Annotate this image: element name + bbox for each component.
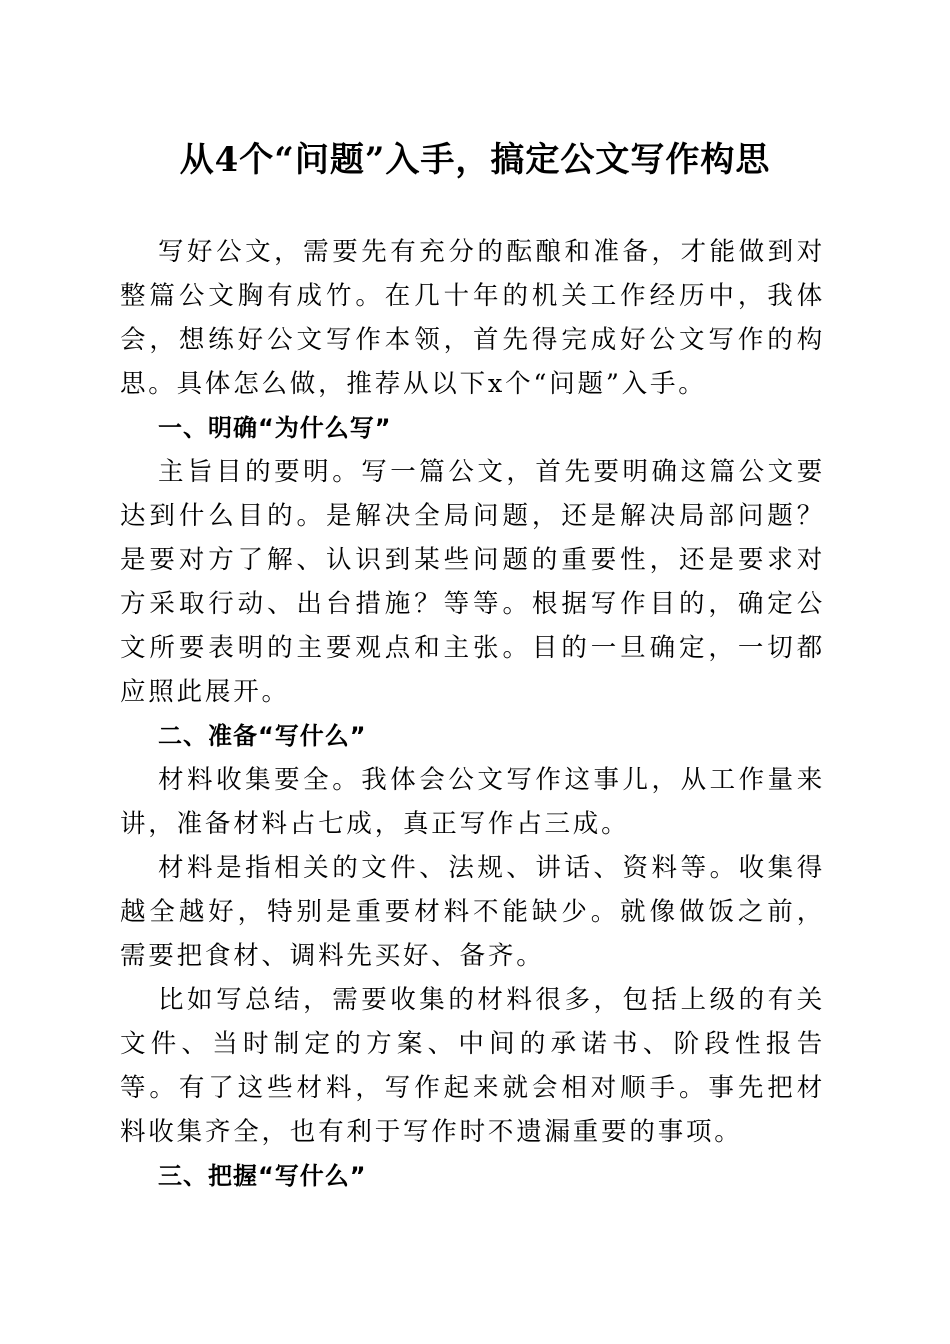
paragraph-purpose: 主旨目的要明。写一篇公文，首先要明确这篇公文要达到什么目的。是解决全局问题，还是解决局部问题？是要对方了解、认识到某些问题的重要性，还是要求对方采取行动、出台措施？等等。根据写作目的，确定公文所要表明的主要观点和主张。目的一旦确定，一切都应照此展开。 (120, 457, 825, 707)
section-heading-3: 三、把握“写什么” (158, 1162, 367, 1190)
paragraph-materials-1: 材料收集要全。我体会公文写作这事儿，从工作量来讲，准备材料占七成，真正写作占三成。 (120, 765, 825, 839)
section-heading-1: 一、明确“为什么写” (158, 414, 392, 442)
document-title: 从4个“问题”入手，搞定公文写作构思 (179, 140, 771, 180)
document-body (120, 230, 825, 1198)
paragraph-materials-3: 比如写总结，需要收集的材料很多，包括上级的有关文件、当时制定的方案、中间的承诺书、阶段性报告等。有了这些材料，写作起来就会相对顺手。事先把材料收集齐全，也有利于写作时不遗漏重要的事项。 (120, 985, 825, 1147)
paragraph-materials-2: 材料是指相关的文件、法规、讲话、资料等。收集得越全越好，特别是重要材料不能缺少。就像做饭之前，需要把食材、调料先买好、备齐。 (120, 853, 825, 971)
section-heading-2: 二、准备“写什么” (158, 722, 367, 750)
paragraph-intro: 写好公文，需要先有充分的酝酿和准备，才能做到对整篇公文胸有成竹。在几十年的机关工作经历中，我体会，想练好公文写作本领，首先得完成好公文写作的构思。具体怎么做，推荐从以下x个“问题”入手。 (120, 237, 825, 399)
